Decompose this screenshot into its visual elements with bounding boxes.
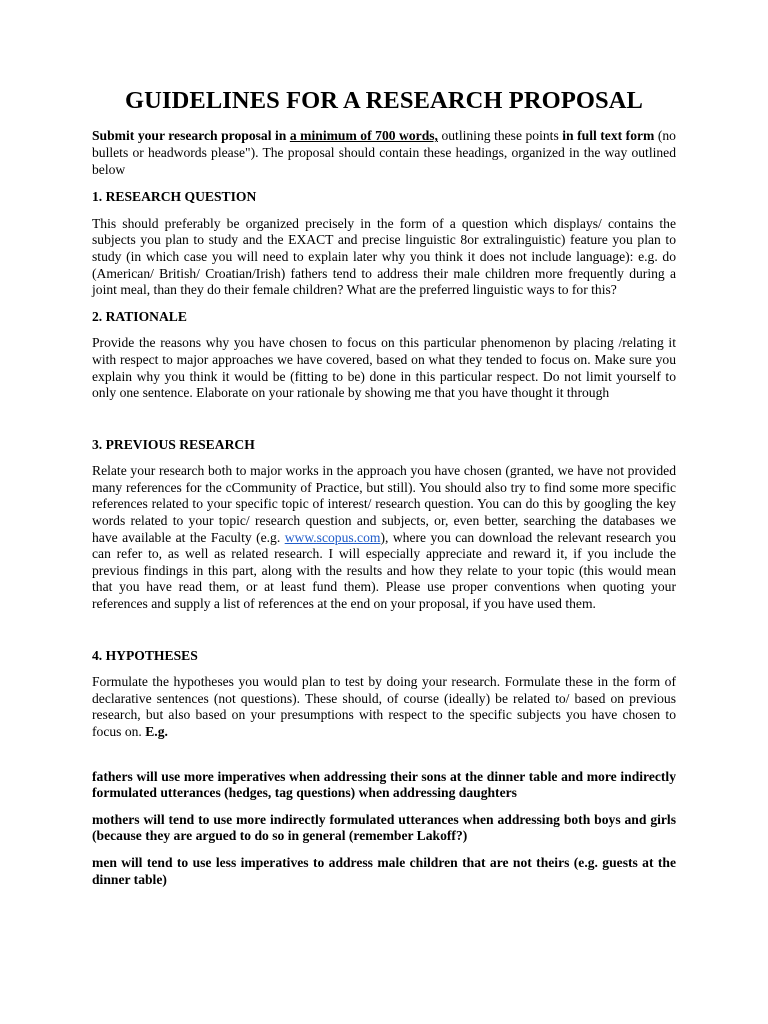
hypothesis-example-2: mothers will tend to use more indirectly formulated utterances when addressing both boys and girls (because they are argued to do so in general (remember Lakoff?) (92, 811, 676, 844)
hypothesis-example-3: men will tend to use less imperatives to address male children that are not theirs (e.g. guests at the dinner table) (92, 854, 676, 887)
intro-mid: outlining these points (437, 128, 563, 144)
previous-research-body (92, 463, 676, 612)
previous-research-text-1: Relate your research both to major works in the approach you have chosen (granted, we have not provided many references for the cCommunity of Practice, but still). You should also try to find some more specific references related to your specific topic of interest/ research question. You can do this by googling the key words related to your topic/ research question and subjects, or, even better, searching the databases we have available at the Faculty (e.g. (92, 463, 676, 545)
document-title: GUIDELINES FOR A RESEARCH PROPOSAL (125, 87, 643, 114)
intro-rest: (no bullets or headwords please"). The proposal should contain these headings, organized in the way outlined below (92, 128, 676, 177)
scopus-link[interactable]: www.scopus.com (284, 529, 381, 545)
intro-lead: Submit your research proposal in (92, 128, 290, 144)
intro-paragraph (92, 128, 676, 178)
rationale-body: Provide the reasons why you have chosen to focus on this particular phenomenon by placing /relating it with respect to major approaches we have covered, based on what they tended to focus on. Make sure you explain why you think it would be (fitting to be) done in this particular respect. Do not limit yourself to only one sentence. Elaborate on your rationale by showing me that you have thought it through (92, 335, 676, 401)
heading-rationale: 2. RATIONALE (92, 308, 187, 324)
heading-previous-research: 3. PREVIOUS RESEARCH (92, 436, 255, 452)
heading-hypotheses: 4. HYPOTHESES (92, 647, 198, 663)
heading-research-question: 1. RESEARCH QUESTION (92, 189, 257, 205)
hypothesis-example-1: fathers will use more imperatives when addressing their sons at the dinner table and more indirectly formulated utterances (hedges, tag questions) when addressing daughters (92, 768, 676, 801)
hypotheses-body (92, 674, 676, 740)
hypotheses-text: Formulate the hypotheses you would plan to test by doing your research. Formulate these in the form of declarative sentences (not questions). These should, of course (ideally) be related to/ based on previous research, but also based on your presumptions with respect to the specific subjects you have chosen to focus on. (92, 674, 676, 740)
eg-label: E.g. (145, 724, 168, 740)
research-question-body: This should preferably be organized precisely in the form of a question which displays/ contains the subjects you plan to study and the EXACT and precise linguistic 8or extralinguistic) feature you plan to study (in which case you will need to explain later why you think it does not include language): e.g. do (American/ British/ Croatian/Irish) fathers tend to address their male children more frequently during a joint meal, than they do their female children? What are the preferred linguistic ways to for this? (92, 215, 676, 298)
intro-min-words: a minimum of 700 words, (289, 128, 438, 144)
intro-full-text: in full text form (562, 128, 655, 144)
previous-research-text-2: ), where you can download the relevant research you can refer to, as well as related research. I will especially appreciate and reward it, if you include the previous findings in this part, along with the results and how they relate to your topic (this would mean that you have read them, or at least fund them). Please use proper conventions when quoting your references and supply a list of references at the end on your proposal, if you have used them. (92, 529, 676, 612)
